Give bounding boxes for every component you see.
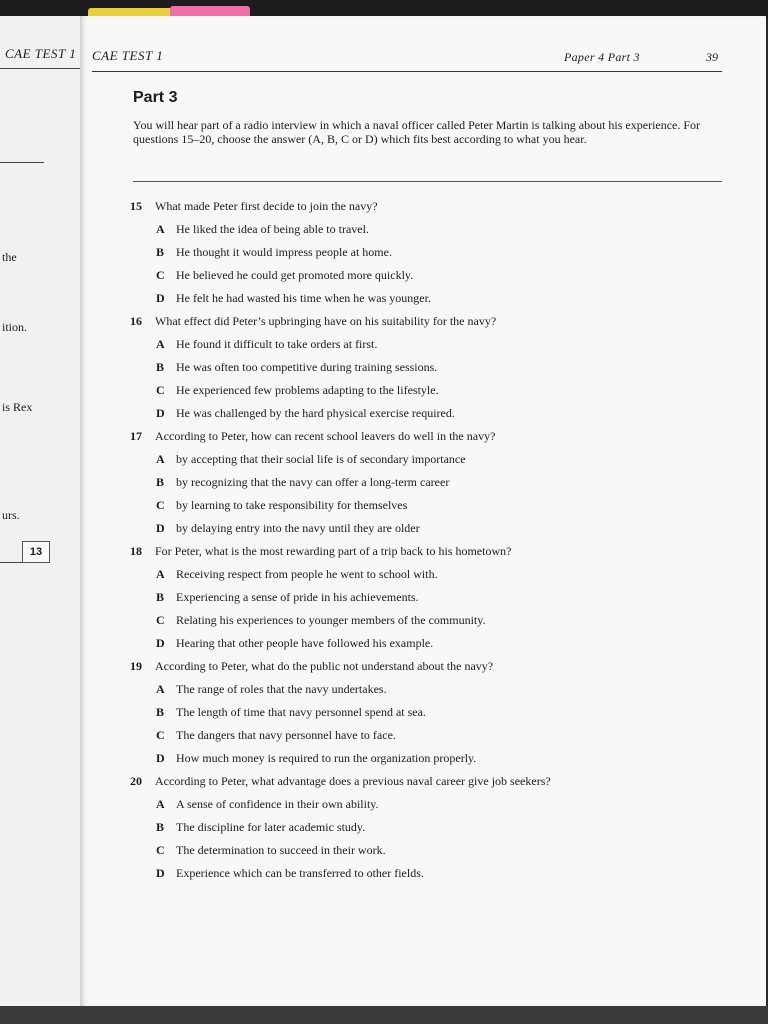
option-letter: A: [156, 682, 165, 696]
answer-option-c: [80, 727, 766, 750]
option-text: He thought it would impress people at home.: [176, 245, 392, 259]
option-text: A sense of confidence in their own ability.: [176, 797, 379, 811]
answer-option-b: [80, 474, 766, 497]
question-text: According to Peter, what do the public not understand about the navy?: [155, 659, 494, 673]
option-text: He was challenged by the hard physical exercise required.: [176, 406, 455, 420]
question-number-box: 13: [22, 541, 50, 563]
option-text: He believed he could get promoted more quickly.: [176, 268, 414, 282]
option-letter: C: [156, 843, 165, 857]
option-text: by recognizing that the navy can offer a long-term career: [176, 475, 450, 489]
option-text: He liked the idea of being able to travel.: [176, 222, 369, 236]
option-letter: B: [156, 590, 165, 604]
answer-option-d: [80, 635, 766, 658]
question-18: [80, 543, 766, 658]
question-17: [80, 428, 766, 543]
answer-option-a: [80, 336, 766, 359]
instructions: You will hear part of a radio interview in which a naval officer called Peter Martin is talking about his experience. For questions 15–20, choose the answer (A, B, C or D) which fits best according to what you hear.: [133, 118, 701, 146]
question-number: 17: [130, 429, 142, 443]
option-text: He felt he had wasted his time when he was younger.: [176, 291, 431, 305]
question-19: [80, 658, 766, 773]
question-number: 20: [130, 774, 142, 788]
left-page-header-rule: [0, 68, 80, 69]
option-letter: D: [156, 291, 165, 305]
question-stem: [80, 428, 766, 451]
answer-option-c: [80, 267, 766, 290]
option-text: He experienced few problems adapting to the lifestyle.: [176, 383, 439, 397]
question-list: [80, 198, 766, 888]
option-text: The dangers that navy personnel have to face.: [176, 728, 396, 742]
running-header-section: Paper 4 Part 3: [564, 50, 640, 64]
option-text: Hearing that other people have followed his example.: [176, 636, 434, 650]
option-text: by learning to take responsibility for themselves: [176, 498, 408, 512]
left-page: [0, 16, 81, 1006]
option-text: The determination to succeed in their work.: [176, 843, 386, 857]
left-page-fragment: is Rex: [2, 400, 33, 414]
option-text: How much money is required to run the organization properly.: [176, 751, 477, 765]
answer-option-a: [80, 221, 766, 244]
option-letter: D: [156, 751, 165, 765]
option-text: Experiencing a sense of pride in his achievements.: [176, 590, 419, 604]
answer-option-b: [80, 244, 766, 267]
part-title: Part 3: [133, 89, 178, 106]
option-text: by delaying entry into the navy until they are older: [176, 521, 420, 535]
instructions-rule: [133, 181, 722, 182]
question-20: [80, 773, 766, 888]
option-text: by accepting that their social life is of secondary importance: [176, 452, 466, 466]
question-text: According to Peter, how can recent school leavers do well in the navy?: [155, 429, 496, 443]
answer-option-c: [80, 842, 766, 865]
option-letter: D: [156, 866, 165, 880]
page-number: 39: [706, 50, 718, 64]
right-page: [80, 16, 766, 1008]
question-number: 15: [130, 199, 142, 213]
answer-option-d: [80, 520, 766, 543]
answer-option-a: [80, 566, 766, 589]
option-letter: C: [156, 268, 165, 282]
left-page-header: CAE TEST 1: [5, 46, 77, 61]
option-letter: A: [156, 452, 165, 466]
answer-option-d: [80, 750, 766, 773]
answer-option-a: [80, 681, 766, 704]
option-text: The range of roles that the navy undertakes.: [176, 682, 387, 696]
answer-option-d: [80, 405, 766, 428]
answer-option-a: [80, 796, 766, 819]
left-page-answer-line: [0, 562, 22, 563]
option-letter: A: [156, 337, 165, 351]
option-letter: C: [156, 383, 165, 397]
question-stem: [80, 658, 766, 681]
question-number: 19: [130, 659, 142, 673]
question-stem: [80, 313, 766, 336]
option-letter: B: [156, 245, 165, 259]
option-letter: C: [156, 498, 165, 512]
left-page-answer-line: [0, 162, 44, 163]
left-page-fragment: urs.: [2, 508, 20, 522]
option-text: He found it difficult to take orders at first.: [176, 337, 378, 351]
answer-option-c: [80, 382, 766, 405]
answer-option-a: [80, 451, 766, 474]
question-text: According to Peter, what advantage does a previous naval career give job seekers?: [155, 774, 551, 788]
option-letter: B: [156, 705, 165, 719]
option-text: He was often too competitive during training sessions.: [176, 360, 438, 374]
answer-option-d: [80, 865, 766, 888]
answer-option-d: [80, 290, 766, 313]
option-letter: D: [156, 521, 165, 535]
option-letter: D: [156, 406, 165, 420]
question-text: What effect did Peter’s upbringing have on his suitability for the navy?: [155, 314, 497, 328]
question-stem: [80, 543, 766, 566]
option-letter: C: [156, 613, 165, 627]
option-text: Relating his experiences to younger members of the community.: [176, 613, 486, 627]
question-number: 18: [130, 544, 142, 558]
left-page-fragment: the: [2, 250, 17, 264]
answer-option-b: [80, 704, 766, 727]
question-text: What made Peter first decide to join the navy?: [155, 199, 378, 213]
answer-option-b: [80, 589, 766, 612]
option-letter: D: [156, 636, 165, 650]
answer-option-b: [80, 819, 766, 842]
question-stem: [80, 773, 766, 796]
answer-option-c: [80, 497, 766, 520]
option-text: Experience which can be transferred to other fields.: [176, 866, 424, 880]
left-page-fragment: ition.: [2, 320, 28, 334]
question-number: 16: [130, 314, 142, 328]
header-rule: [92, 71, 722, 72]
option-letter: B: [156, 360, 165, 374]
option-letter: B: [156, 820, 165, 834]
option-letter: A: [156, 797, 165, 811]
question-15: [80, 198, 766, 313]
option-letter: B: [156, 475, 165, 489]
option-text: The discipline for later academic study.: [176, 820, 366, 834]
running-header-title: CAE TEST 1: [92, 48, 164, 63]
option-letter: C: [156, 728, 165, 742]
option-text: Receiving respect from people he went to school with.: [176, 567, 438, 581]
answer-option-c: [80, 612, 766, 635]
option-text: The length of time that navy personnel spend at sea.: [176, 705, 426, 719]
answer-option-b: [80, 359, 766, 382]
scan-bottom-edge: [0, 1006, 768, 1024]
question-16: [80, 313, 766, 428]
option-letter: A: [156, 222, 165, 236]
option-letter: A: [156, 567, 165, 581]
question-text: For Peter, what is the most rewarding part of a trip back to his hometown?: [155, 544, 512, 558]
question-stem: [80, 198, 766, 221]
